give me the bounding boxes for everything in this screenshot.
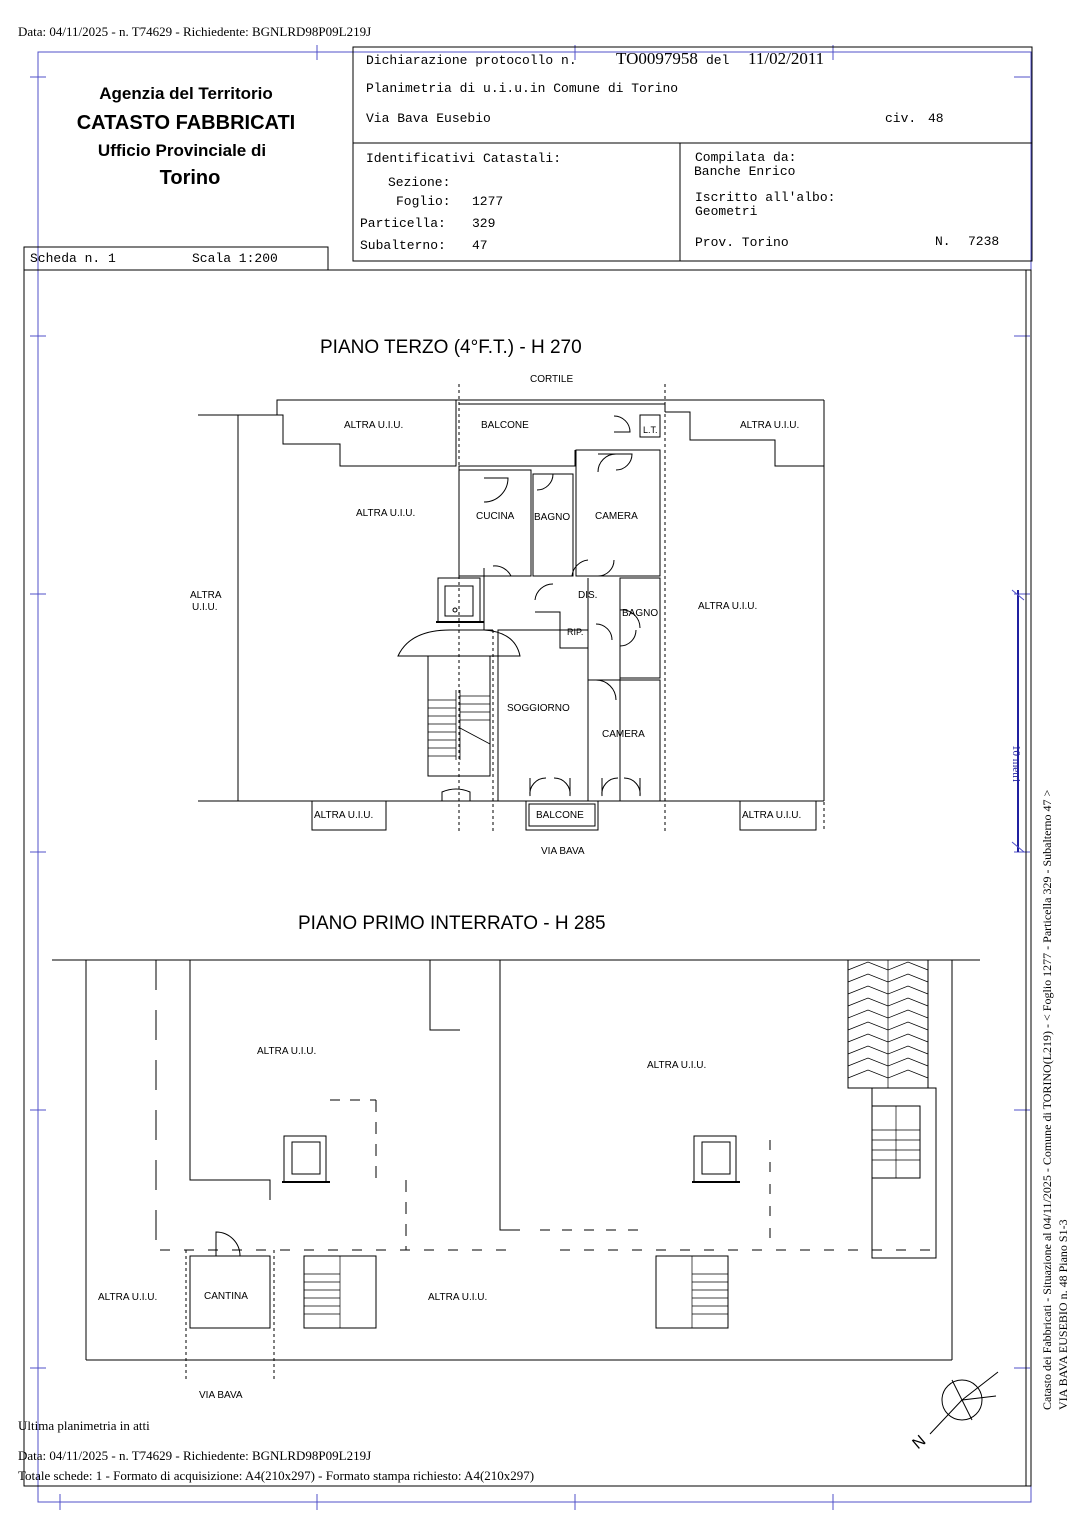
room-bagno-1: BAGNO	[534, 512, 571, 523]
top-meta: Data: 04/11/2025 - n. T74629 - Richiedente: BGNLRD98P09L219J	[18, 24, 372, 39]
footer-meta: Data: 04/11/2025 - n. T74629 - Richiedente: BGNLRD98P09L219J	[18, 1448, 372, 1463]
north-arrow-icon	[930, 1372, 998, 1434]
civ-label: civ.	[885, 111, 917, 126]
compilata-label: Compilata da:	[695, 150, 797, 165]
compilata-name: Banche Enrico	[694, 164, 796, 179]
albo-label: Iscritto all'albo:	[695, 190, 836, 205]
floor-title-interrato: PIANO PRIMO INTERRATO - H 285	[298, 913, 606, 934]
room-dis: DIS.	[578, 590, 598, 601]
address-street: Via Bava Eusebio	[366, 111, 491, 126]
room-altra-right: ALTRA U.I.U.	[698, 601, 758, 612]
room-cucina: CUCINA	[476, 511, 515, 522]
civ-number: 48	[928, 111, 944, 126]
protocollo-date: 11/02/2011	[748, 49, 825, 68]
protocollo-number: TO0097958	[616, 49, 698, 68]
albo-value: Geometri	[695, 204, 758, 219]
subalterno-value: 47	[472, 238, 488, 253]
footer-ultima: Ultima planimetria in atti	[18, 1418, 150, 1433]
identificativi-title: Identificativi Catastali:	[366, 151, 562, 166]
particella-value: 329	[472, 216, 496, 231]
del-label: del	[706, 53, 730, 68]
label-cortile: CORTILE	[530, 374, 574, 385]
side-text-line-2: VIA BAVA EUSEBIO n. 48 Piano S1-3	[1056, 1219, 1070, 1410]
room-balcone-bottom: BALCONE	[536, 810, 584, 821]
room-camera-1: CAMERA	[595, 511, 638, 522]
room-altra-top-left: ALTRA U.I.U.	[344, 420, 404, 431]
agency-name: Agenzia del Territorio	[99, 84, 273, 103]
side-text-line-1: Catasto dei Fabbricati - Situazione al 04/11/2025 - Comune di TORINO(L219) - < Foglio 1277 - Particella 329 - Subalterno 47 >	[1040, 789, 1054, 1410]
prov-label: Prov. Torino	[695, 235, 789, 250]
label-via-bava-1: VIA BAVA	[541, 846, 585, 857]
sezione-label: Sezione:	[388, 175, 451, 190]
room-rip: RIP.	[567, 627, 584, 637]
planimetria-text: Planimetria di u.i.u.in Comune di Torino	[366, 81, 679, 96]
room-altra-mid-left: ALTRA U.I.U.	[356, 508, 416, 519]
room-b-cantina: CANTINA	[204, 1291, 248, 1302]
room-altra-bottom-left: ALTRA U.I.U.	[314, 810, 374, 821]
agency-catasto: CATASTO FABBRICATI	[76, 112, 296, 134]
room-b-altra-4: ALTRA U.I.U.	[428, 1292, 488, 1303]
room-camera-2: CAMERA	[602, 729, 645, 740]
scheda-scale: Scala 1:200	[192, 251, 278, 266]
agency-city: Torino	[159, 167, 221, 189]
room-balcone-top: BALCONE	[481, 420, 529, 431]
albo-n-label: N.	[935, 234, 951, 249]
scale-bar-label: 10 metri	[1010, 745, 1022, 782]
footer-schede: Totale schede: 1 - Formato di acquisizione: A4(210x297) - Formato stampa richiesto: A4(210x297)	[18, 1468, 535, 1483]
room-b-altra-1: ALTRA U.I.U.	[257, 1046, 317, 1057]
floor-title-terzo: PIANO TERZO (4°F.T.) - H 270	[320, 337, 582, 358]
room-lt: L.T.	[643, 425, 658, 435]
room-altra-bottom-right: ALTRA U.I.U.	[742, 810, 802, 821]
dichiarazione-label: Dichiarazione protocollo n.	[366, 53, 577, 68]
room-altra-far-left-2: U.I.U.	[192, 602, 218, 613]
room-bagno-2: BAGNO	[622, 608, 659, 619]
albo-n-value: 7238	[968, 234, 1000, 249]
particella-label: Particella:	[360, 216, 446, 231]
room-soggiorno: SOGGIORNO	[507, 703, 570, 714]
room-b-altra-2: ALTRA U.I.U.	[647, 1060, 707, 1071]
label-via-bava-2: VIA BAVA	[199, 1390, 243, 1401]
room-b-altra-3: ALTRA U.I.U.	[98, 1292, 158, 1303]
scheda-label: Scheda n. 1	[30, 251, 116, 266]
foglio-label: Foglio:	[396, 194, 451, 209]
room-altra-far-left-1: ALTRA	[190, 590, 222, 601]
room-altra-top-right: ALTRA U.I.U.	[740, 420, 800, 431]
agency-ufficio: Ufficio Provinciale di	[97, 141, 267, 160]
subalterno-label: Subalterno:	[360, 238, 446, 253]
north-label: N	[909, 1432, 930, 1453]
foglio-value: 1277	[472, 194, 504, 209]
